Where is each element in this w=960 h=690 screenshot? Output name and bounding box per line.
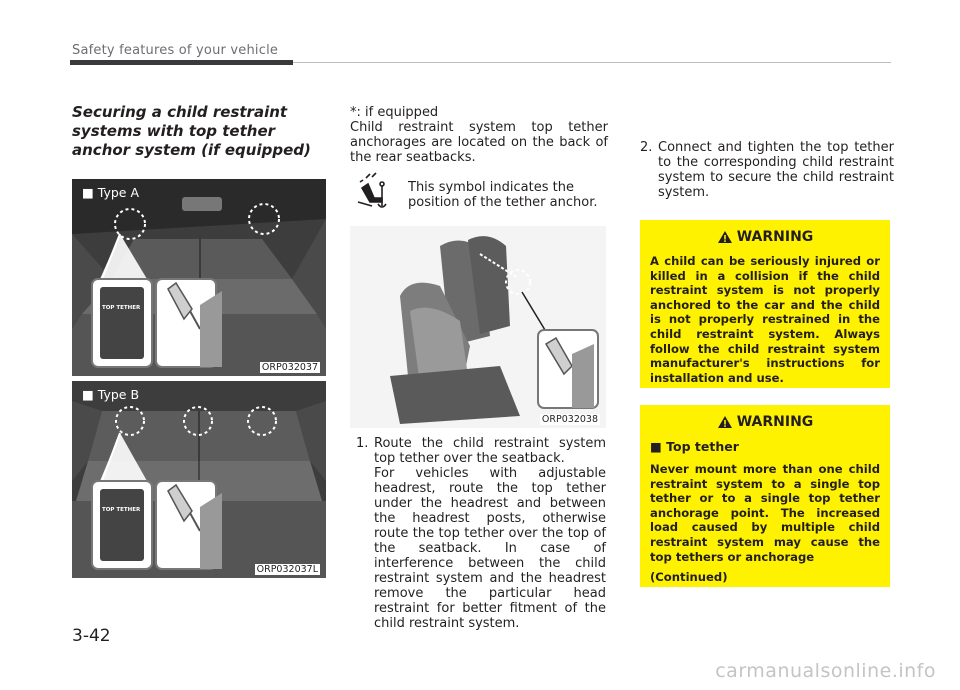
step-extra-text: For vehicles with adjustable headrest, route the top tether under the headrest and between the headrest posts, otherwise route the top tether over the top of the seatback. In case of interference between the child restraint system and the headrest remove the particular head restraint for better fitment of the child restraint system. (374, 466, 606, 631)
intro-paragraph: Child restraint system top tether anchorages are located on the back of the rear seatbacks. (350, 120, 608, 165)
continued-label: (Continued) (650, 570, 728, 585)
list-item (356, 436, 606, 631)
running-header: Safety features of your vehicle (72, 43, 279, 58)
top-tether-callout-text: TOP TETHER (102, 305, 141, 311)
figure-code: ORP032037L (256, 564, 318, 575)
step-text: Route the child restraint system top tether over the seatback. (374, 436, 606, 466)
figure-code: ORP032037 (261, 362, 318, 373)
warning-title (650, 413, 880, 431)
figure-type-label: ■ Type A (82, 185, 140, 200)
warning-box (640, 405, 890, 587)
symbol-note: This symbol indicates the position of the tether anchor. (408, 180, 598, 210)
steps-column-3 (640, 140, 894, 200)
section-heading: Securing a child restraint systems with top tether anchor system (if equipped) (72, 103, 311, 159)
warning-subtitle: ■ Top tether (650, 439, 739, 454)
warning-triangle-icon (717, 415, 733, 429)
watermark: carmanualsonline.info (715, 660, 936, 682)
warning-text: Never mount more than one child restraint system to a single top tether or to a single top tether anchorage point. The increased load caused by multiple child restraint system may cause the top tethers or anchorage (650, 462, 880, 564)
warning-triangle-icon (717, 230, 733, 244)
top-tether-callout-text: TOP TETHER (102, 507, 141, 513)
list-item (640, 140, 894, 200)
footnote: *: if equipped (350, 105, 439, 120)
figure-type-a (72, 179, 326, 376)
step-text: Connect and tighten the top tether to the corresponding child restraint system to secure the child restraint system. (658, 140, 894, 200)
child-seat-illustration (350, 226, 606, 428)
figure-seat (350, 226, 606, 428)
tether-anchor-symbol-icon (352, 172, 394, 214)
cargo-area-illustration (72, 381, 326, 578)
warning-text: A child can be seriously injured or killed in a collision if the child restraint system is not properly anchored to the car and the child is not properly restrained in the child restraint system. Always follow the child restraint system manufacturer's instructions for installation and use. (650, 254, 880, 385)
step-number: 2. (640, 140, 653, 155)
warning-box (640, 220, 890, 388)
header-bar (70, 60, 293, 65)
page-number: 3-42 (72, 626, 111, 646)
figure-code: ORP032038 (541, 414, 598, 425)
body-column-2 (350, 105, 608, 165)
figure-type-label: ■ Type B (82, 387, 140, 402)
warning-title (650, 228, 880, 246)
cargo-area-illustration (72, 179, 326, 376)
step-number: 1. (356, 436, 369, 451)
warning-title-text: WARNING (736, 414, 814, 430)
warning-title-text: WARNING (736, 229, 814, 245)
figure-type-b (72, 381, 326, 578)
steps-column-2 (356, 436, 606, 631)
header-rule (293, 62, 891, 63)
